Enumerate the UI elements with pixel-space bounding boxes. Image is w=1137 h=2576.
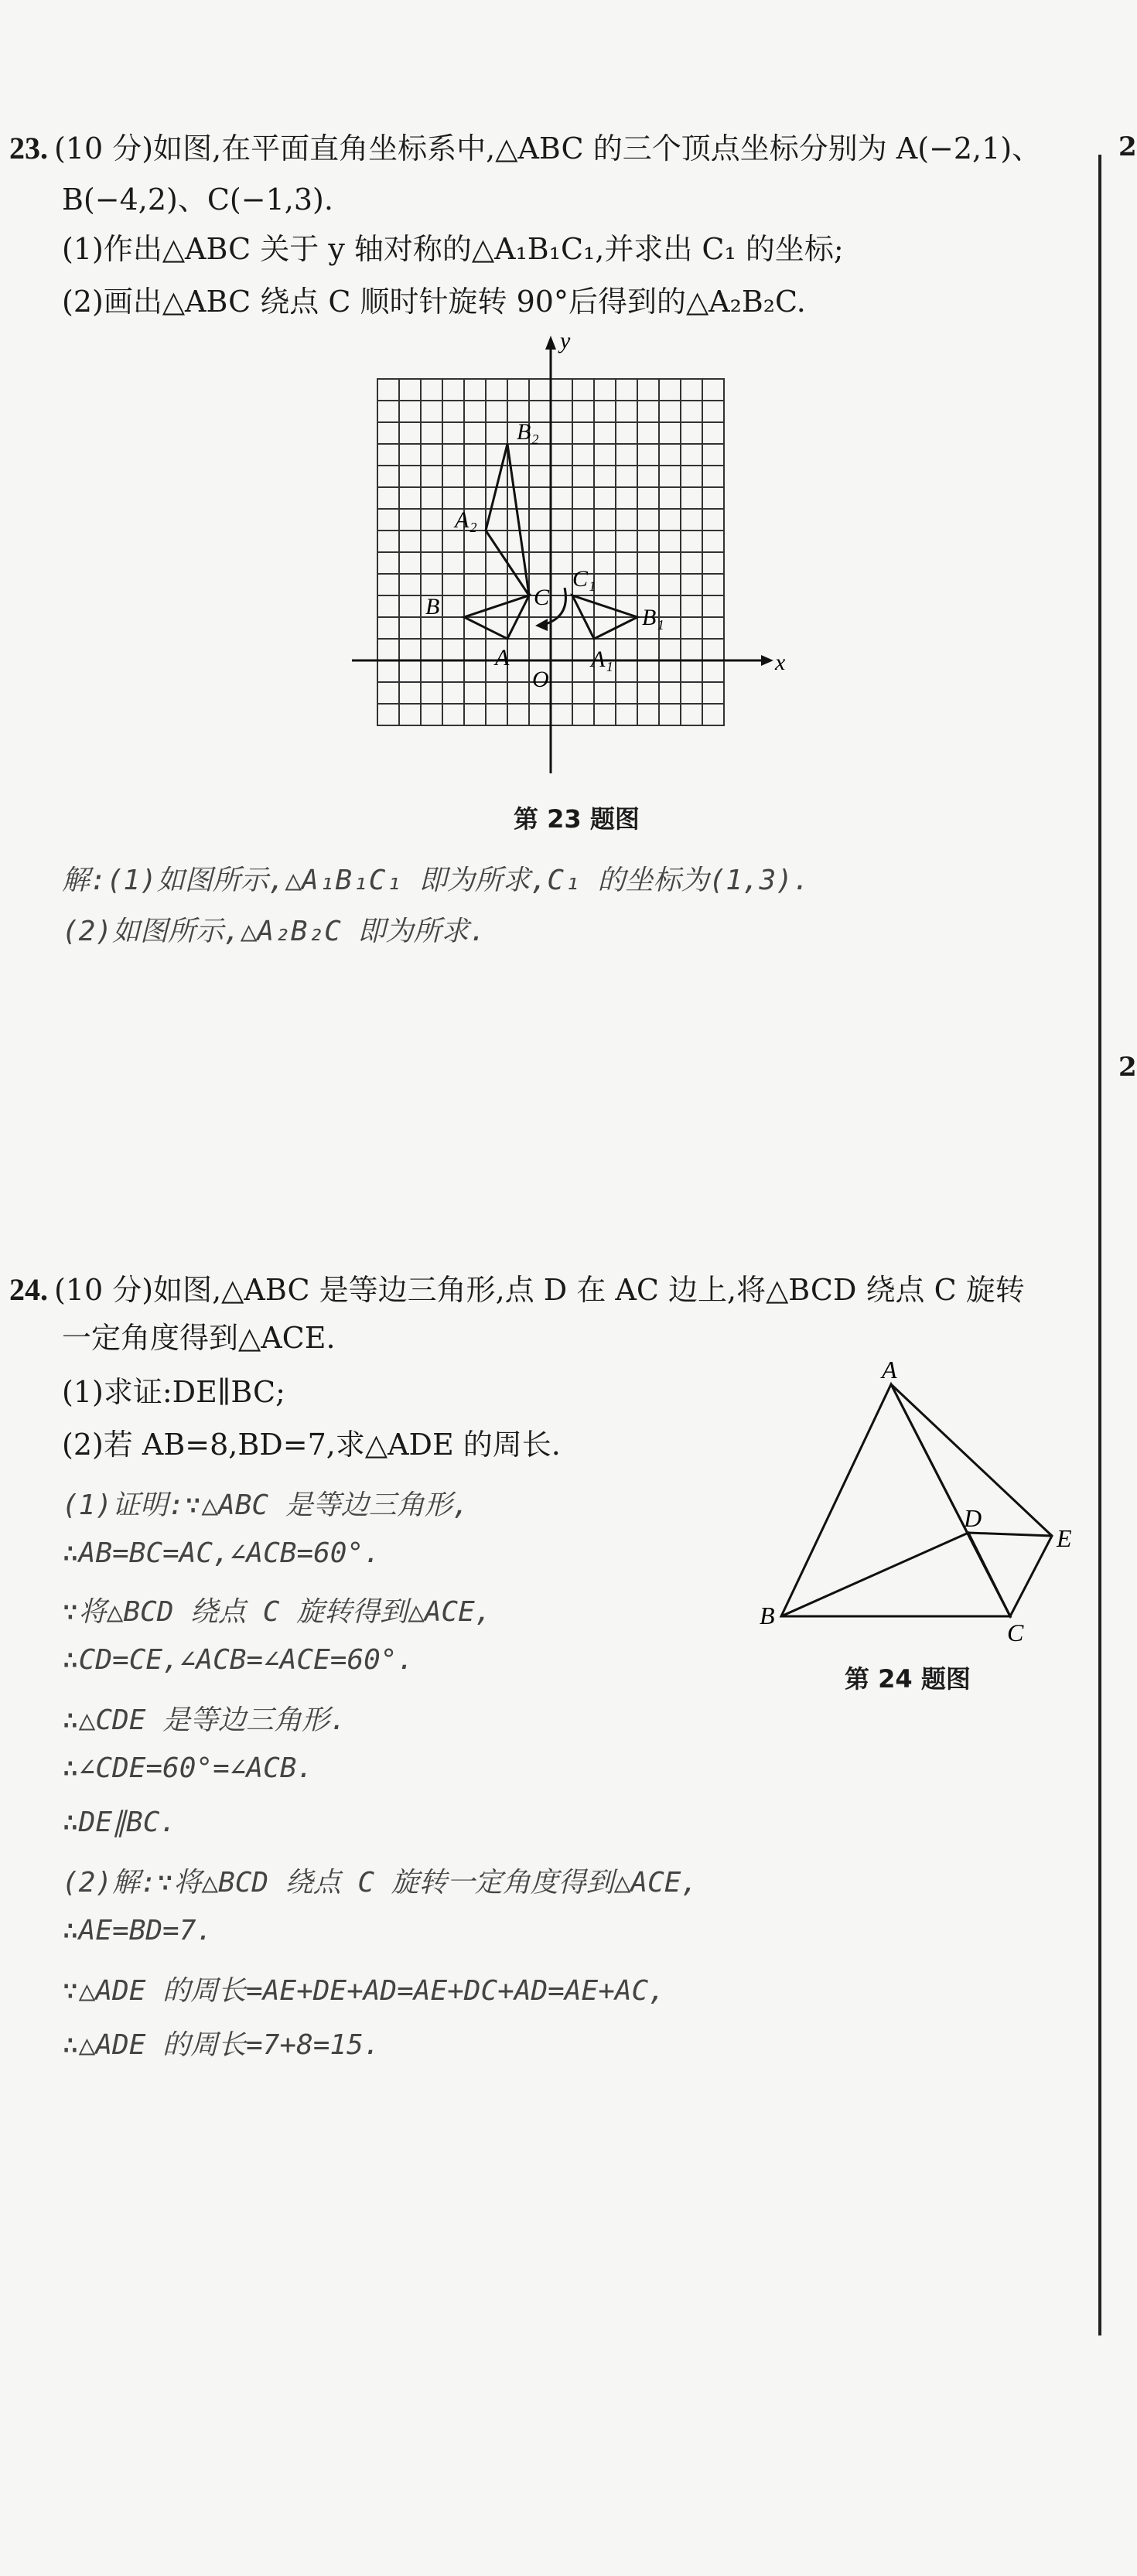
proof-line-5: ∴△CDE 是等边三角形. <box>62 1704 347 1736</box>
label-c: C <box>1007 1619 1024 1646</box>
label-b: B <box>760 1602 775 1629</box>
margin-mark-top: 2 <box>1118 131 1137 162</box>
proof-line-7: ∴DE∥BC. <box>62 1807 177 1838</box>
label-a1: A₁ <box>591 647 613 672</box>
label-origin: O <box>532 667 549 692</box>
triangle-ace <box>891 1384 1052 1616</box>
label-c1: C₁ <box>572 566 596 592</box>
proof-line-2: ∴AB=BC=AC,∠ACB=60°. <box>62 1537 381 1569</box>
proof-line-3: ∵将△BCD 绕点 C 旋转得到△ACE, <box>62 1596 492 1628</box>
label-b2: B₂ <box>517 419 539 445</box>
label-x: x <box>775 650 786 675</box>
margin-mark-mid: 2 <box>1118 1052 1137 1083</box>
q23-text1: (10 分)如图,在平面直角坐标系中,△ABC 的三个顶点坐标分别为 A(−2,1)、 <box>54 131 1042 165</box>
q23-stem-line1 <box>9 130 1041 167</box>
proof-line-9: ∴AE=BD=7. <box>62 1915 213 1947</box>
q24-text1: (10 分)如图,△ABC 是等边三角形,点 D 在 AC 边上,将△BCD 绕点 C 旋转 <box>54 1273 1025 1307</box>
proof-line-6: ∴∠CDE=60°=∠ACB. <box>62 1752 314 1784</box>
right-margin-rule <box>1098 155 1101 2335</box>
q24-part1: (1)求证:DE∥BC; <box>62 1375 285 1409</box>
label-a2: A₂ <box>455 507 477 533</box>
q24-stem-line1 <box>9 1271 1025 1308</box>
label-d: D <box>964 1504 982 1532</box>
q23-answer2: (2)如图所示,△A₂B₂C 即为所求. <box>62 916 487 947</box>
proof-line-11: ∴△ADE 的周长=7+8=15. <box>62 2029 381 2061</box>
label-e: E <box>1057 1524 1072 1552</box>
proof-line-1: (1)证明:∵△ABC 是等边三角形, <box>62 1489 469 1521</box>
label-a: A <box>882 1356 897 1384</box>
q24-figure <box>743 1356 1083 1646</box>
q24-stem-line2: 一定角度得到△ACE. <box>62 1321 336 1355</box>
proof-line-4: ∴CD=CE,∠ACB=∠ACE=60°. <box>62 1644 415 1676</box>
q23-figure <box>340 325 789 789</box>
label-b1: B₁ <box>642 605 664 630</box>
q24-number: 24. <box>9 1272 48 1307</box>
label-c: C <box>534 585 550 610</box>
q23-part1: (1)作出△ABC 关于 y 轴对称的△A₁B₁C₁,并求出 C₁ 的坐标; <box>62 232 844 266</box>
y-axis-arrow <box>545 336 556 350</box>
q23-number: 23. <box>9 131 48 165</box>
q23-part2: (2)画出△ABC 绕点 C 顺时针旋转 90°后得到的△A₂B₂C. <box>62 285 806 319</box>
proof-line-10: ∵△ADE 的周长=AE+DE+AD=AE+DC+AD=AE+AC, <box>62 1975 665 2007</box>
label-y: y <box>560 328 571 353</box>
q23-stem-line2: B(−4,2)、C(−1,3). <box>62 183 333 217</box>
triangle-abc-equilateral <box>781 1384 1010 1616</box>
q24-figure-caption: 第 24 题图 <box>845 1664 971 1694</box>
rotation-arrow-head <box>535 619 548 631</box>
q24-part2: (2)若 AB=8,BD=7,求△ADE 的周长. <box>62 1428 561 1462</box>
label-a: A <box>495 645 510 670</box>
segment-de <box>968 1533 1052 1536</box>
label-b: B <box>425 594 440 619</box>
q23-figure-caption: 第 23 题图 <box>514 804 640 834</box>
x-axis-arrow <box>761 655 773 666</box>
proof-line-8: (2)解:∵将△BCD 绕点 C 旋转一定角度得到△ACE, <box>62 1867 698 1899</box>
q23-answer1: 解:(1)如图所示,△A₁B₁C₁ 即为所求,C₁ 的坐标为(1,3). <box>62 865 810 896</box>
